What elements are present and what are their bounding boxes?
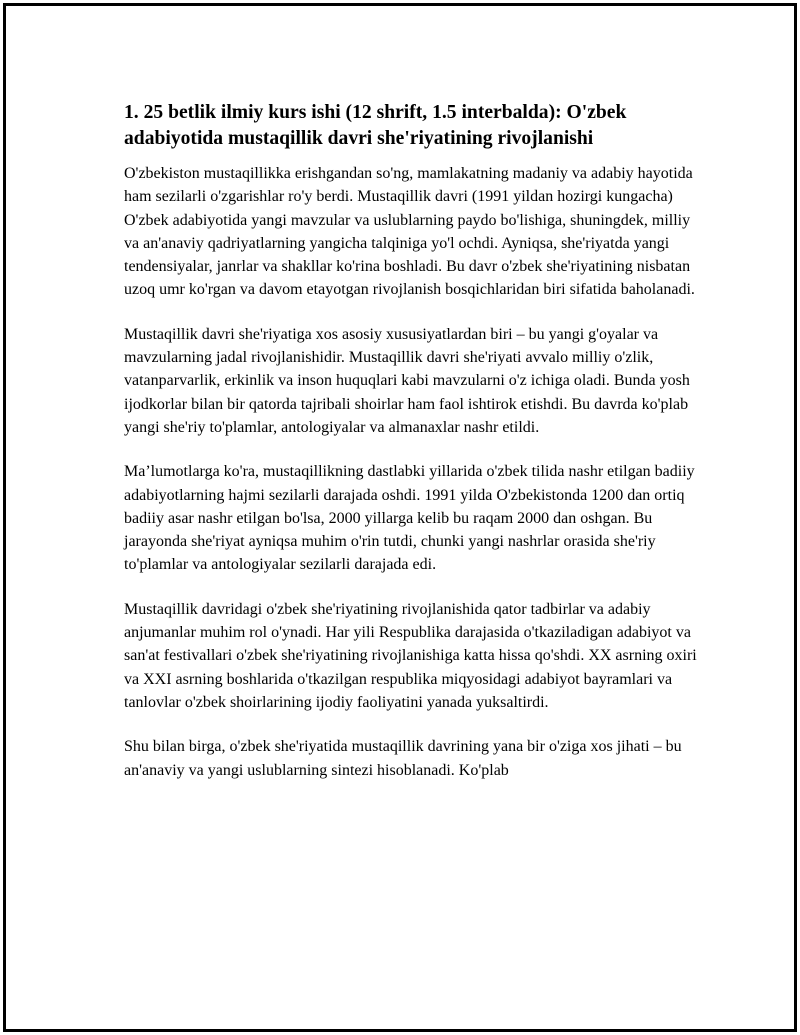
document-title: 1. 25 betlik ilmiy kurs ishi (12 shrift, 1.5 interbalda): O'zbek adabiyotida mustaqillik davri she'riyatining rivojlanishi xyxy=(124,102,627,149)
paragraph-1: O'zbekiston mustaqillikka erishgandan so'ng, mamlakatning madaniy va adabiy hayotida ham sezilarli o'zgarishlar ro'y berdi. Mustaqillik davri (1991 yildan hozirgi kungacha) O'zbek adabiyotida yangi mavzular va uslublarning paydo bo'lishiga, shuningdek, milliy va an'anaviy qadriyatlarning yangicha talqiniga yo'l ochdi. Ayniqsa, she'riyatda yangi tendensiyalar, janrlar va shakllar ko'rina boshladi. Bu davr o'zbek she'riyatining nisbatan uzoq umr ko'rgan va davom etayotgan rivojlanish bosqichlaridan biri sifatida baholanadi. xyxy=(124,165,695,299)
paragraph-3: Ma’lumotlarga ko'ra, mustaqillikning dastlabki yillarida o'zbek tilida nashr etilgan badiiy adabiyotlarning hajmi sezilarli darajada oshdi. 1991 yilda O'zbekistonda 1200 dan ortiq badiiy asar nashr etilgan bo'lsa, 2000 yillarga kelib bu raqam 2000 dan oshgan. Bu jarayonda she'riyat ayniqsa muhim o'rin tutdi, chunki yangi nashrlar orasida she'riy to'plamlar va antologiyalar sezilarli darajada edi. xyxy=(124,463,695,574)
paragraph-4: Mustaqillik davridagi o'zbek she'riyatining rivojlanishida qator tadbirlar va adabiy anjumanlar muhim rol o'ynadi. Har yili Respublika darajasida o'tkaziladigan adabiyot va san'at festivallari o'zbek she'riyatining rivojlanishiga katta hissa qo'shdi. XX asrning oxiri va XXI asrning boshlarida o'tkazilgan respublika miqyosidagi adabiyot bayramlari va tanlovlar o'zbek shoirlarining ijodiy faoliyatini yanada yuksaltirdi. xyxy=(124,600,697,711)
paragraph-5: Shu bilan birga, o'zbek she'riyatida mustaqillik davrining yana bir o'ziga xos jihati – bu an'anaviy va yangi uslublarning sintezi hisoblanadi. Ko'plab xyxy=(124,738,682,779)
document-body xyxy=(124,100,704,803)
document-page xyxy=(3,3,797,1032)
paragraph-2: Mustaqillik davri she'riyatiga xos asosiy xususiyatlardan biri – bu yangi g'oyalar va mavzularning jadal rivojlanishidir. Mustaqillik davri she'riyati avvalo milliy o'zlik, vatanparvarlik, erkinlik va inson huquqlari kabi mavzularni o'z ichiga oladi. Bunda yosh ijodkorlar bilan bir qatorda tajribali shoirlar ham faol ishtirok etishdi. Bu davrda ko'plab yangi she'riy to'plamlar, antologiyalar va almanaxlar nashr etildi. xyxy=(124,325,690,436)
